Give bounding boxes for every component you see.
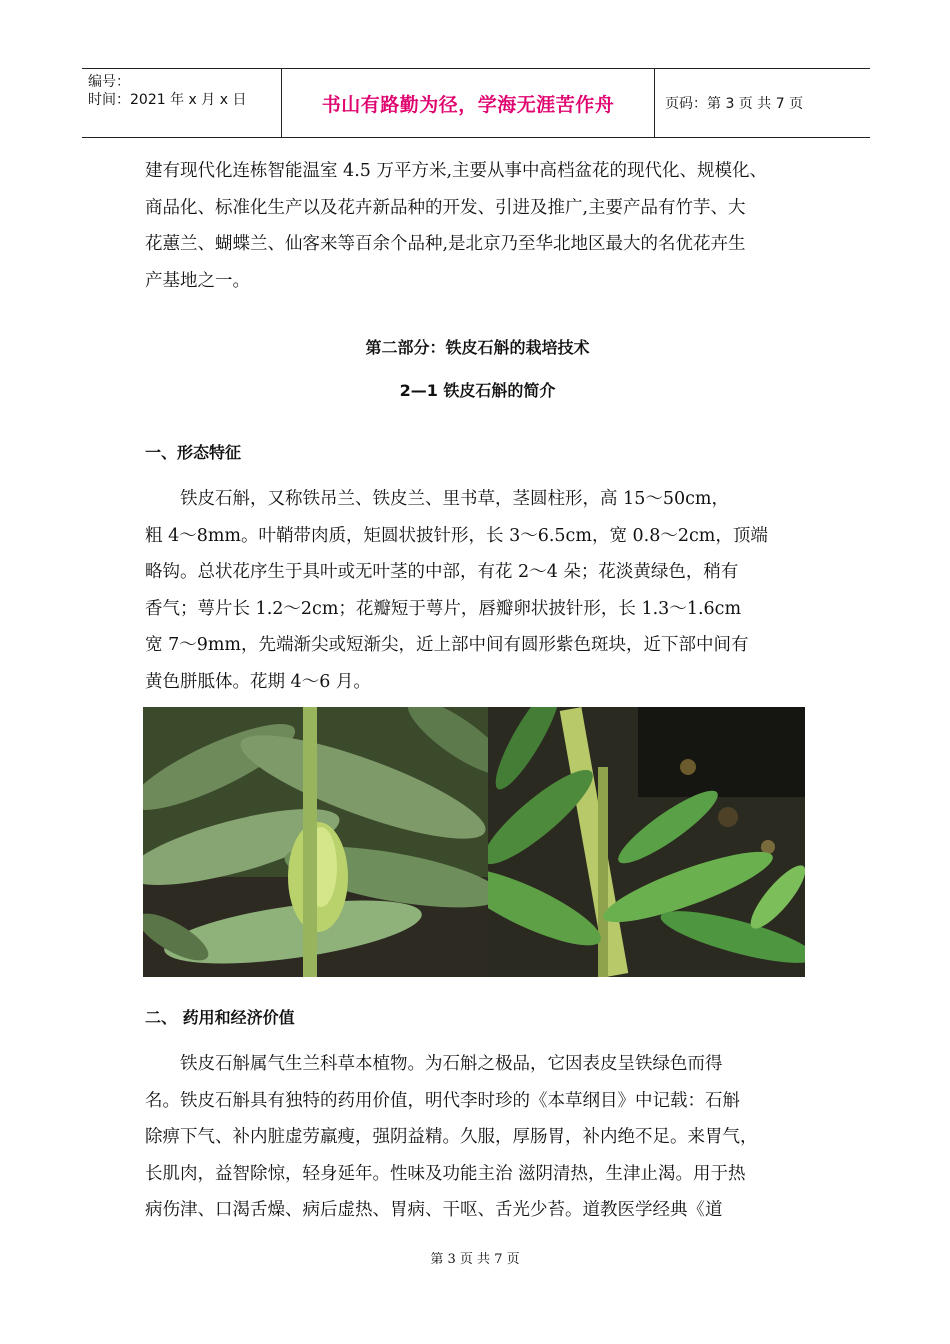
text-line: 黄色胼胝体。花期 4～6 月。 — [145, 671, 371, 692]
text-line: 除痹下气、补内脏虚劳羸瘦，强阴益精。久服，厚肠胃，补内绝不足。来胃气， — [145, 1127, 758, 1147]
text-line: 建有现代化连栋智能温室 4.5 万平方米,主要从事中高档盆花的现代化、规模化、 — [145, 161, 768, 181]
section-title: 第二部分：铁皮石斛的栽培技术 — [365, 338, 590, 357]
header-meta — [82, 69, 282, 137]
plant-photos — [143, 707, 805, 977]
text-line: 产基地之一。 — [145, 270, 250, 291]
heading-medicinal: 二、 药用和经济价值 — [145, 1008, 295, 1027]
heading-medicinal-block — [145, 1000, 810, 1037]
header-page-info — [655, 69, 870, 137]
text-line: 略钩。总状花序生于具叶或无叶茎的中部，有花 2～4 朵；花淡黄绿色，稍有 — [145, 562, 739, 582]
text-line: 宽 7～9mm，先端渐尖或短渐尖，近上部中间有圆形紫色斑块，近下部中间有 — [145, 635, 749, 655]
text-line: 长肌肉，益智除惊，轻身延年。性味及功能主治 滋阴清热，生津止渴。用于热 — [145, 1163, 746, 1184]
morphology-paragraph — [145, 481, 810, 700]
photo-potted-stems — [488, 707, 805, 977]
text-line: 铁皮石斛，又称铁吊兰、铁皮兰、里书草，茎圆柱形，高 15～50cm， — [180, 489, 729, 509]
text-line: 商品化、标准化生产以及花卉新品种的开发、引进及推广,主要产品有竹芋、大 — [145, 197, 746, 218]
subsection-title-block — [145, 373, 810, 410]
section-title-block — [145, 330, 810, 367]
heading-morphology: 一、形态特征 — [145, 443, 242, 462]
heading-morphology-block — [145, 435, 810, 472]
page-info: 页码：第 3 页 共 7 页 — [665, 96, 804, 112]
header-motto-cell — [282, 69, 655, 137]
text-line: 铁皮石斛属气生兰科草本植物。为石斛之极品，它因表皮呈铁绿色而得 — [180, 1054, 723, 1074]
subsection-title: 2—1 铁皮石斛的简介 — [399, 381, 556, 400]
intro-paragraph — [145, 153, 810, 299]
photo-leaves-closeup — [143, 707, 488, 977]
page-footer: 第 3 页 共 7 页 — [430, 1252, 520, 1267]
text-line: 名。铁皮石斛具有独特的药用价值，明代李时珍的《本草纲目》中记载：石斛 — [145, 1090, 740, 1111]
text-line: 香气；萼片长 1.2～2cm；花瓣短于萼片，唇瓣卵状披针形，长 1.3～1.6cm — [145, 598, 742, 619]
text-line: 粗 4～8mm。叶鞘带肉质，矩圆状披针形，长 3～6.5cm，宽 0.8～2cm，顶端 — [145, 525, 768, 546]
motto: 书山有路勤为径，学海无涯苦作舟 — [321, 93, 615, 116]
medicinal-paragraph — [145, 1046, 810, 1229]
text-line: 病伤津、口渴舌燥、病后虚热、胃病、干呕、舌光少苔。道教医学经典《道 — [145, 1200, 723, 1220]
time-label: 时间：2021 年 x 月 x 日 — [88, 92, 247, 108]
text-line: 花蕙兰、蝴蝶兰、仙客来等百余个品种,是北京乃至华北地区最大的名优花卉生 — [145, 234, 746, 254]
page-header — [82, 68, 870, 138]
code-label: 编号： — [88, 74, 130, 90]
